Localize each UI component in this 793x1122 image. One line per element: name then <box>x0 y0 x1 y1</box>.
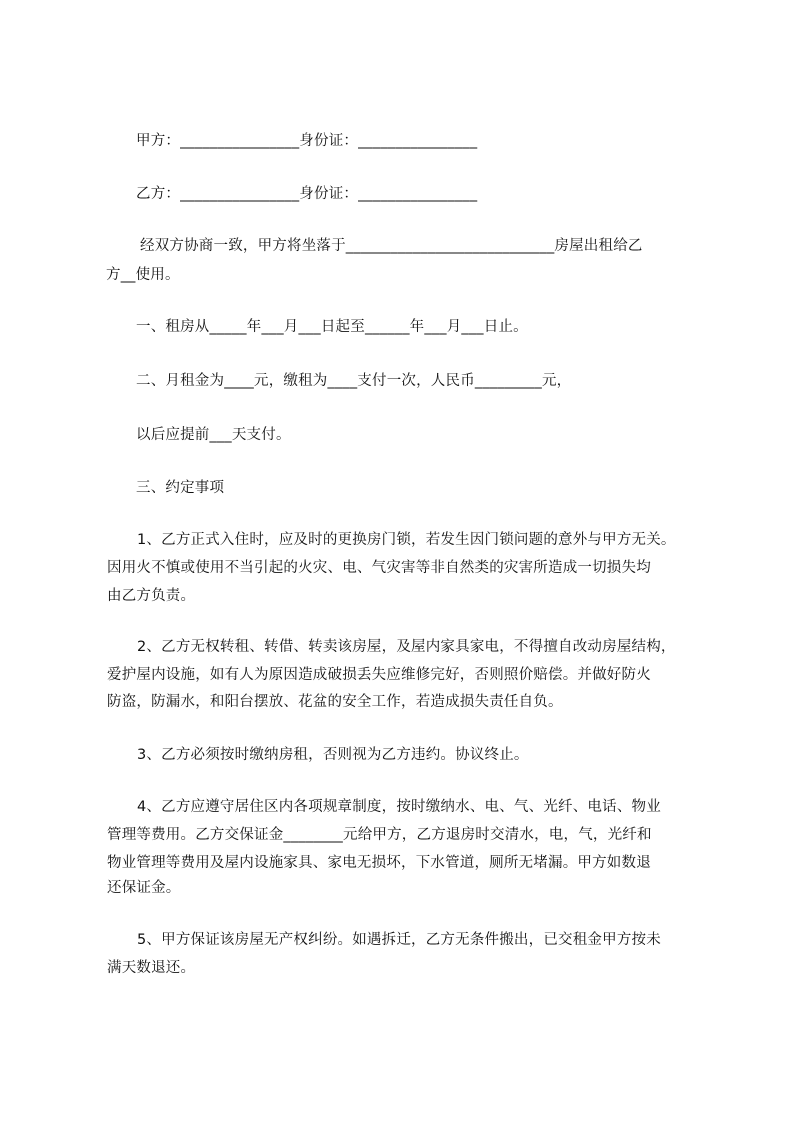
intro-line-2: 方__使用。 <box>106 267 180 283</box>
terms-heading: 三、约定事项 <box>136 480 225 496</box>
prepay-line: 以后应提前___天支付。 <box>136 427 291 443</box>
party-b-line: 乙方：________________身份证：________________ <box>136 186 478 202</box>
clause-1-line-3: 由乙方负责。 <box>107 588 196 604</box>
intro-line-1: 经双方协商一致，甲方将坐落于____________________________房屋出租给乙 <box>140 238 643 254</box>
clause-5-line-2: 满天数退还。 <box>107 960 196 976</box>
clause-4-line-2: 管理等费用。乙方交保证金________元给甲方，乙方退房时交清水，电，气，光纤和 <box>107 827 652 843</box>
clause-2-line-3: 防盗，防漏水，和阳台摆放、花盆的安全工作，若造成损失责任自负。 <box>107 694 563 710</box>
term-line: 一、租房从_____年___月___日起至______年___月___日止。 <box>136 319 528 335</box>
clause-1-line-1: 1、乙方正式入住时，应及时的更换房门锁，若发生因门锁问题的意外与甲方无关。 <box>137 532 676 548</box>
clause-4-line-1: 4、乙方应遵守居住区内各项规章制度，按时缴纳水、电、气、光纤、电话、物业 <box>137 799 661 815</box>
clause-1-line-2: 因用火不慎或使用不当引起的火灾、电、气灾害等非自然类的灾害所造成一切损失均 <box>107 560 651 576</box>
rent-line: 二、月租金为____元，缴租为____支付一次，人民币_________元， <box>136 373 572 389</box>
clause-5-line-1: 5、甲方保证该房屋无产权纠纷。如遇拆迁，乙方无条件搬出，已交租金甲方按未 <box>137 932 661 948</box>
party-a-line: 甲方：________________身份证：________________ <box>136 133 478 149</box>
clause-3-line-1: 3、乙方必须按时缴纳房租，否则视为乙方违约。协议终止。 <box>137 747 529 763</box>
clause-4-line-4: 还保证金。 <box>107 880 181 896</box>
clause-4-line-3: 物业管理等费用及屋内设施家具、家电无损坏，下水管道，厕所无堵漏。甲方如数退 <box>107 855 651 871</box>
clause-2-line-2: 爱护屋内设施，如有人为原因造成破损丢失应维修完好，否则照价赔偿。并做好防火 <box>107 667 651 683</box>
clause-2-line-1: 2、乙方无权转租、转借、转卖该房屋，及屋内家具家电，不得擅自改动房屋结构， <box>137 639 676 655</box>
